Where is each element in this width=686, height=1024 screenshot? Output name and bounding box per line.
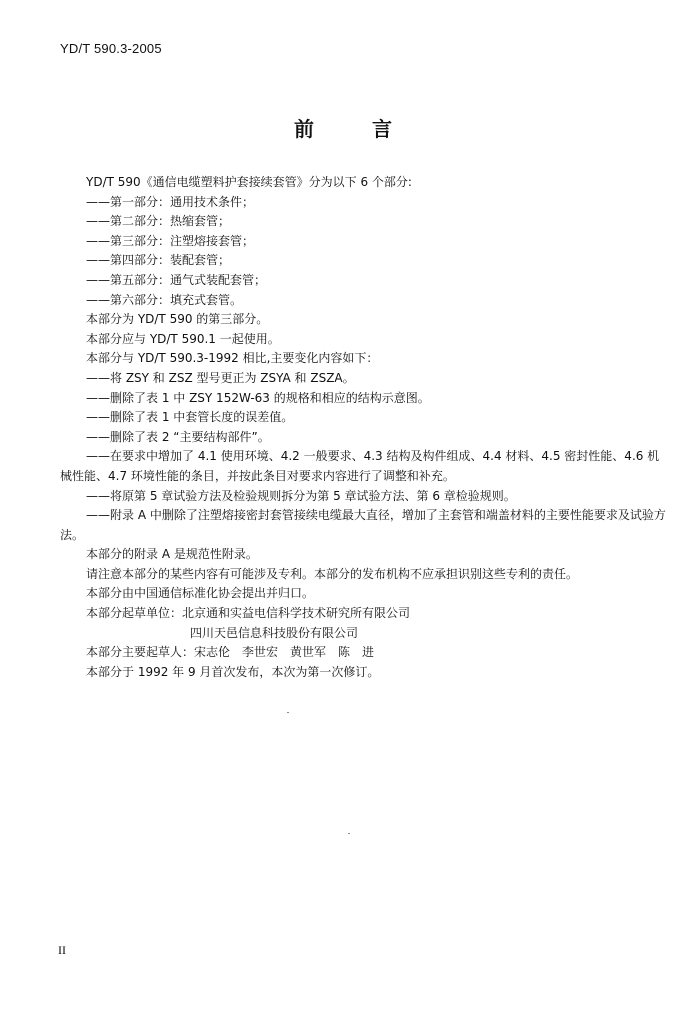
intro-paragraph: YD/T 590《通信电缆塑料护套接续套管》分为以下 6 个部分: — [86, 175, 412, 189]
proposer-paragraph: 本部分由中国通信标准化协会提出并归口。 — [86, 586, 315, 601]
change-item: ——删除了表 1 中 ZSY 152W-63 的规格和相应的结构示意图。 — [86, 390, 430, 405]
change-item: ——在要求中增加了 4.1 使用环境、4.2 一般要求、4.3 结构及构件组成、4.4 材料、4.5 密封性能、4.6 机械性能、4.7 环境性能的条目，并按此条目对要求内容进行了调整和补充。 — [60, 449, 660, 483]
page-title: 前言 — [294, 117, 450, 141]
scan-speck — [348, 833, 350, 834]
part-item: ——第一部分：通用技术条件； — [86, 194, 255, 209]
annex-paragraph: 本部分的附录 A 是规范性附录。 — [86, 547, 258, 562]
use-with-paragraph: 本部分应与 YD/T 590.1 一起使用。 — [86, 331, 280, 346]
change-item: ——附录 A 中删除了注塑熔接密封套管接续电缆最大直径，增加了主套管和端盖材料的主要性能要求及试验方法。 — [60, 508, 666, 542]
drafting-unit-1: 北京通和实益电信科学技术研究所有限公司 — [182, 606, 411, 621]
part-item: ——第五部分：通气式装配套管； — [86, 272, 267, 287]
part-item: ——第三部分：注塑熔接套管； — [86, 233, 255, 248]
standard-code: YD/T 590.3-2005 — [60, 41, 162, 56]
drafting-units-label: 本部分起草单位： — [86, 606, 183, 621]
history-paragraph: 本部分于 1992 年 9 月首次发布，本次为第一次修订。 — [86, 664, 380, 679]
changes-intro-paragraph: 本部分与 YD/T 590.3-1992 相比,主要变化内容如下： — [86, 351, 379, 366]
this-part-paragraph: 本部分为 YD/T 590 的第三部分。 — [86, 312, 269, 327]
part-item: ——第二部分：热缩套管； — [86, 214, 231, 229]
page-number: II — [58, 943, 66, 957]
change-item: ——删除了表 1 中套管长度的误差值。 — [86, 410, 294, 425]
drafting-unit-2: 四川天邑信息科技股份有限公司 — [190, 625, 359, 640]
part-item: ——第四部分：装配套管； — [86, 253, 231, 268]
scan-speck — [287, 712, 289, 713]
drafting-units-paragraph — [60, 604, 670, 624]
part-item: ——第六部分：填充式套管。 — [86, 292, 243, 307]
change-item: ——将 ZSY 和 ZSZ 型号更正为 ZSYA 和 ZSZA。 — [86, 370, 355, 385]
drafters-paragraph: 本部分主要起草人：宋志伦 李世宏 黄世军 陈 进 — [86, 645, 375, 660]
foreword-body — [60, 173, 670, 682]
patent-paragraph: 请注意本部分的某些内容有可能涉及专利。本部分的发布机构不应承担识别这些专利的责任。 — [86, 566, 579, 581]
change-item: ——删除了表 2 “主要结构部件”。 — [86, 429, 270, 444]
change-item: ——将原第 5 章试验方法及检验规则拆分为第 5 章试验方法、第 6 章检验规则。 — [86, 488, 516, 503]
